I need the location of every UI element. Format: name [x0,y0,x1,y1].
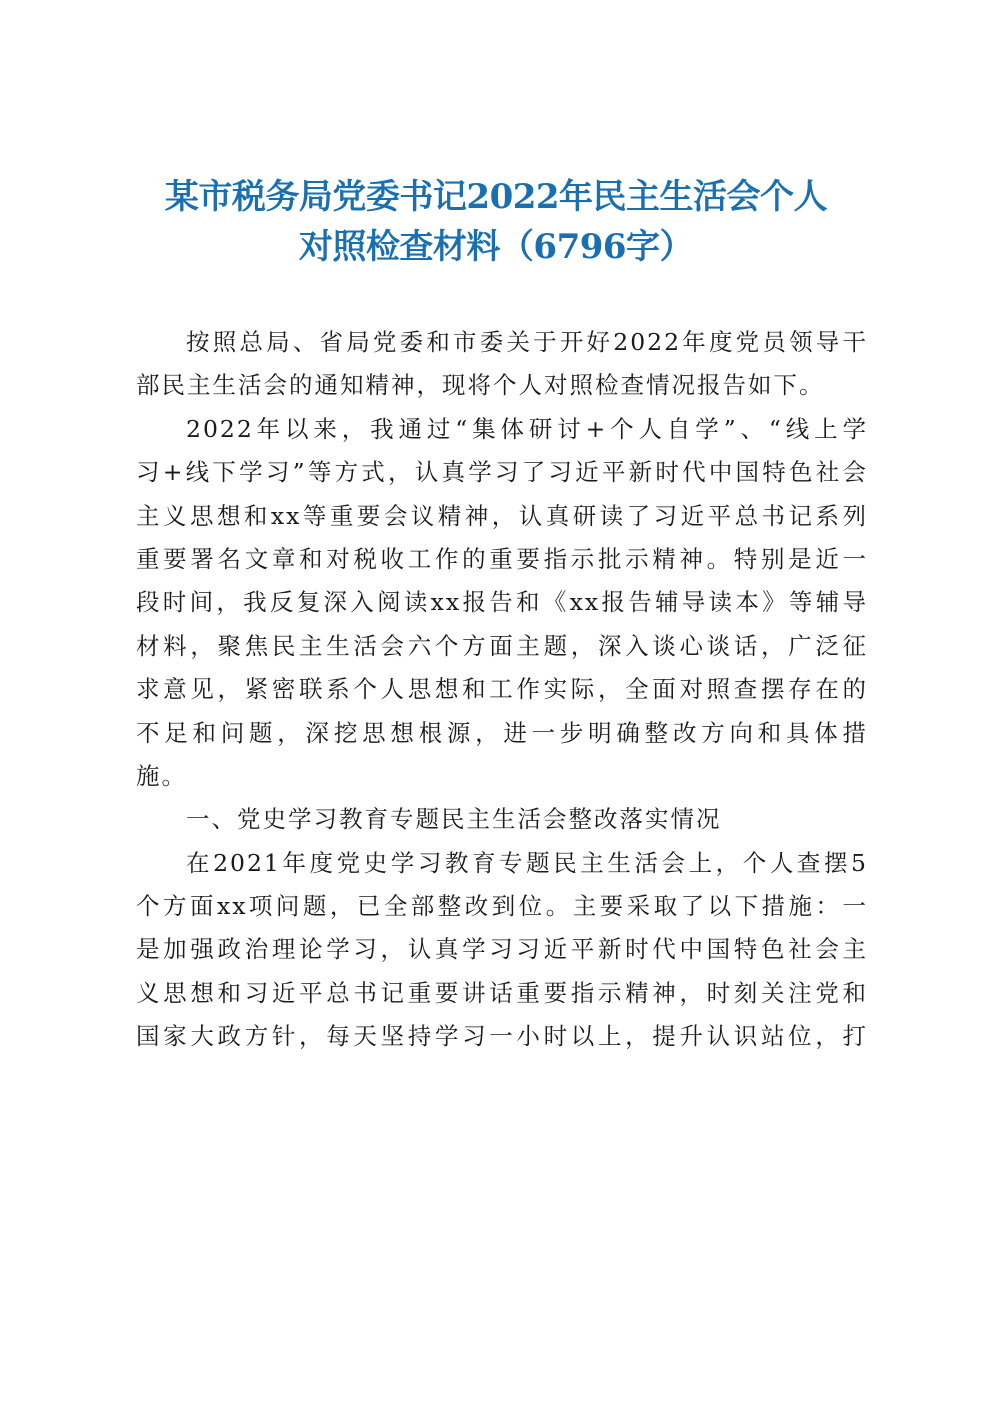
document-title [100,172,892,272]
text-line: 部民主生活会的通知精神，现将个人对照检查情况报告如下。 [136,371,825,400]
text-line: 习+线下学习”等方式，认真学习了习近平新时代中国特色社会 [136,458,868,487]
text-line: 材料，聚焦民主生活会六个方面主题，深入谈心谈话，广泛征 [136,631,868,660]
text-line: 施。 [136,761,187,790]
text-line: 段时间，我反复深入阅读xx报告和《xx报告辅导读本》等辅导 [136,588,868,617]
text-line: 国家大政方针，每天坚持学习一小时以上，提升认识站位，打 [136,1022,868,1051]
text-line: 是加强政治理论学习，认真学习习近平新时代中国特色社会主 [136,935,868,964]
title-line-1: 某市税务局党委书记2022年民主生活会个人 [164,177,828,217]
paragraph-intro [136,321,868,408]
text-line: 求意见，紧密联系个人思想和工作实际，全面对照查摆存在的 [136,675,868,704]
document-body [136,321,868,1059]
paragraph-study [136,408,868,799]
paragraph-rectification [136,842,868,1059]
text-line: 主义思想和xx等重要会议精神，认真研读了习近平总书记系列 [136,501,868,530]
text-line: 重要署名文章和对税收工作的重要指示批示精神。特别是近一 [136,544,868,573]
text-line: 一、党史学习教育专题民主生活会整改落实情况 [186,805,722,834]
text-line: 按照总局、省局党委和市委关于开好2022年度党员领导干 [186,328,868,356]
section-heading [136,798,868,841]
text-line: 个方面xx项问题，已全部整改到位。主要采取了以下措施：一 [136,892,868,921]
text-line: 在2021年度党史学习教育专题民主生活会上，个人查摆5 [186,848,868,877]
text-line: 义思想和习近平总书记重要讲话重要指示精神，时刻关注党和 [136,978,868,1007]
text-line: 不足和问题，深挖思想根源，进一步明确整改方向和具体措 [136,718,868,747]
text-line: 2022年以来，我通过“集体研讨+个人自学”、“线上学 [186,414,868,443]
title-line-2: 对照检查材料（6796字） [298,227,694,267]
